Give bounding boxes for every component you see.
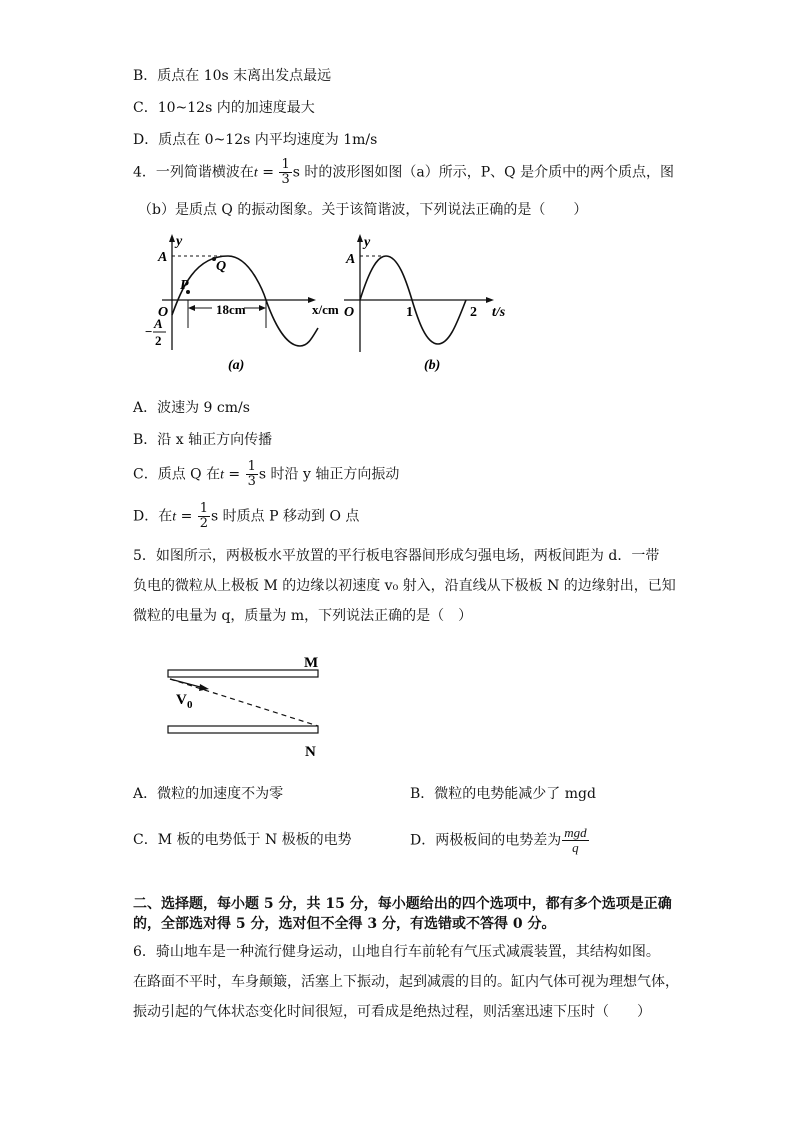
capacitor-figure [160,652,340,764]
q4-option-d-num: 1 [199,501,209,516]
q4-frac-den: 3 [281,172,290,187]
fig-a-q-label: Q [216,259,227,274]
fig-a-x-axis-label: x/cm [312,302,339,317]
q4-option-a: A．波速为 9 cm/s [133,400,250,416]
q5-option-a: A．微粒的加速度不为零 [133,786,284,802]
q3-option-d: D．质点在 0~12s 内平均速度为 1m/s [133,132,378,148]
q4-option-d-a: D．在 [133,508,173,525]
fig-b-t-arrow [486,297,494,303]
q4-option-c-den: 3 [247,474,256,489]
q5-option-d-fraction [562,826,588,855]
q4-option-d-fraction [198,502,210,531]
fig-a-wave-curve [172,256,318,346]
fig-a-y-label: y [176,234,183,249]
velocity-arrowhead [199,684,209,691]
q4-stem-line2: （b）是质点 Q 的振动图象。关于该简谐波，下列说法正确的是（ ） [138,202,588,218]
fig-a-caption: (a) [228,358,245,373]
q5-stem-line2: 负电的微粒从上极板 M 的边缘以初速度 v₀ 射入，沿直线从下极板 N 的边缘射出，已知 [133,578,676,594]
q4-option-b: B．沿 x 轴正方向传播 [133,432,273,448]
q5-stem-line1: 5．如图所示，两极板水平放置的平行板电容器间形成匀强电场，两板间距为 d．一带 [133,548,660,564]
q5-option-c: C．M 板的电势低于 N 极板的电势 [133,832,352,848]
fig-a-neg-den: 2 [155,333,162,348]
fig-b-t-axis-label: t/s [492,305,506,320]
fig-b-origin-label: O [344,305,355,320]
q4-option-c-a: C．质点 Q 在 [133,466,221,483]
plate-m-label: M [304,655,319,671]
q4-eq: = [257,164,279,181]
section2-heading-line1: 二、选择题，每小题 5 分，共 15 分，每小题给出的四个选项中，都有多个选项是正确 [133,896,672,912]
velocity-vector [170,679,204,688]
velocity-subscript: 0 [187,699,193,711]
fig-a-dim-left-arrow [188,305,195,311]
fig-a-origin-label: O [158,305,169,320]
q4-option-d-t: t [172,509,177,525]
q4-option-c-b: s 时沿 y 轴正方向振动 [258,466,400,483]
fig-a-amp-label: A [158,250,168,265]
q4-option-c-t: t [220,467,224,483]
fig-b-y-label: y [364,235,371,250]
q4-frac-num: 1 [281,157,290,172]
velocity-label: V [176,692,187,708]
q4-time-fraction [279,158,291,187]
q4-option-c-eq: = [223,466,245,483]
fig-a-y-arrow [169,234,175,242]
section2-heading-line2: 的，全部选对得 5 分，选对但不全得 3 分，有选错或不答得 0 分。 [133,916,556,932]
plate-n-label: N [305,744,316,760]
fig-b-caption: (b) [424,358,441,373]
q4-option-d-den: 2 [199,516,209,531]
q5-option-b: B．微粒的电势能减少了 mgd [410,786,596,802]
q4-stem-b: s 时的波形图如图（a）所示，P、Q 是介质中的两个质点，图 [292,164,675,181]
q4-stem-a: 4．一列简谐横波在 [133,164,254,181]
fig-a-p-label: P [180,278,189,293]
fig-b-tick-2: 2 [470,305,477,320]
q4-option-c [133,460,399,489]
q6-stem-line1: 6．骑山地车是一种流行健身运动，山地自行车前轮有气压式减震装置，其结构如图。 [133,944,660,960]
fig-b-amp-label: A [346,252,356,267]
q5-option-d-text: D．两极板间的电势差为 [410,832,562,849]
q4-option-d-eq: = [176,508,197,525]
q5-option-d-num: mgd [564,825,587,840]
q6-stem-line3: 振动引起的气体状态变化时间很短，可看成是绝热过程，则活塞迅速下压时（ ） [133,1004,651,1020]
q4-option-c-fraction [246,460,258,489]
fig-a-minus-sign: − [145,324,153,339]
q4-stem-line1 [133,158,674,187]
q4-option-c-num: 1 [247,459,256,474]
q3-option-c: C．10~12s 内的加速度最大 [133,100,315,116]
q5-option-d [410,826,590,855]
q4-option-d [133,502,359,531]
q5-option-d-den: q [572,840,579,855]
q6-stem-line2: 在路面不平时，车身颠簸，活塞上下振动，起到减震的目的。缸内气体可视为理想气体， [133,974,679,990]
q5-stem-line3: 微粒的电量为 q，质量为 m，下列说法正确的是（ ） [133,608,473,624]
fig-b-tick-1: 1 [406,305,413,320]
q4-option-d-b: s 时质点 P 移动到 O 点 [211,508,360,525]
q4-t-symbol: t [253,165,258,181]
upper-plate-m [168,670,318,677]
fig-b-y-arrow [357,234,363,242]
q3-option-b: B．质点在 10s 末离出发点最远 [133,68,332,84]
fig-a-distance-label: 18cm [216,302,246,317]
fig-a-dim-right-arrow [259,305,266,311]
lower-plate-n [168,726,318,733]
wave-figure-a [140,230,340,380]
fig-a-neg-num: A [154,316,163,331]
vibration-figure-b [340,230,520,380]
